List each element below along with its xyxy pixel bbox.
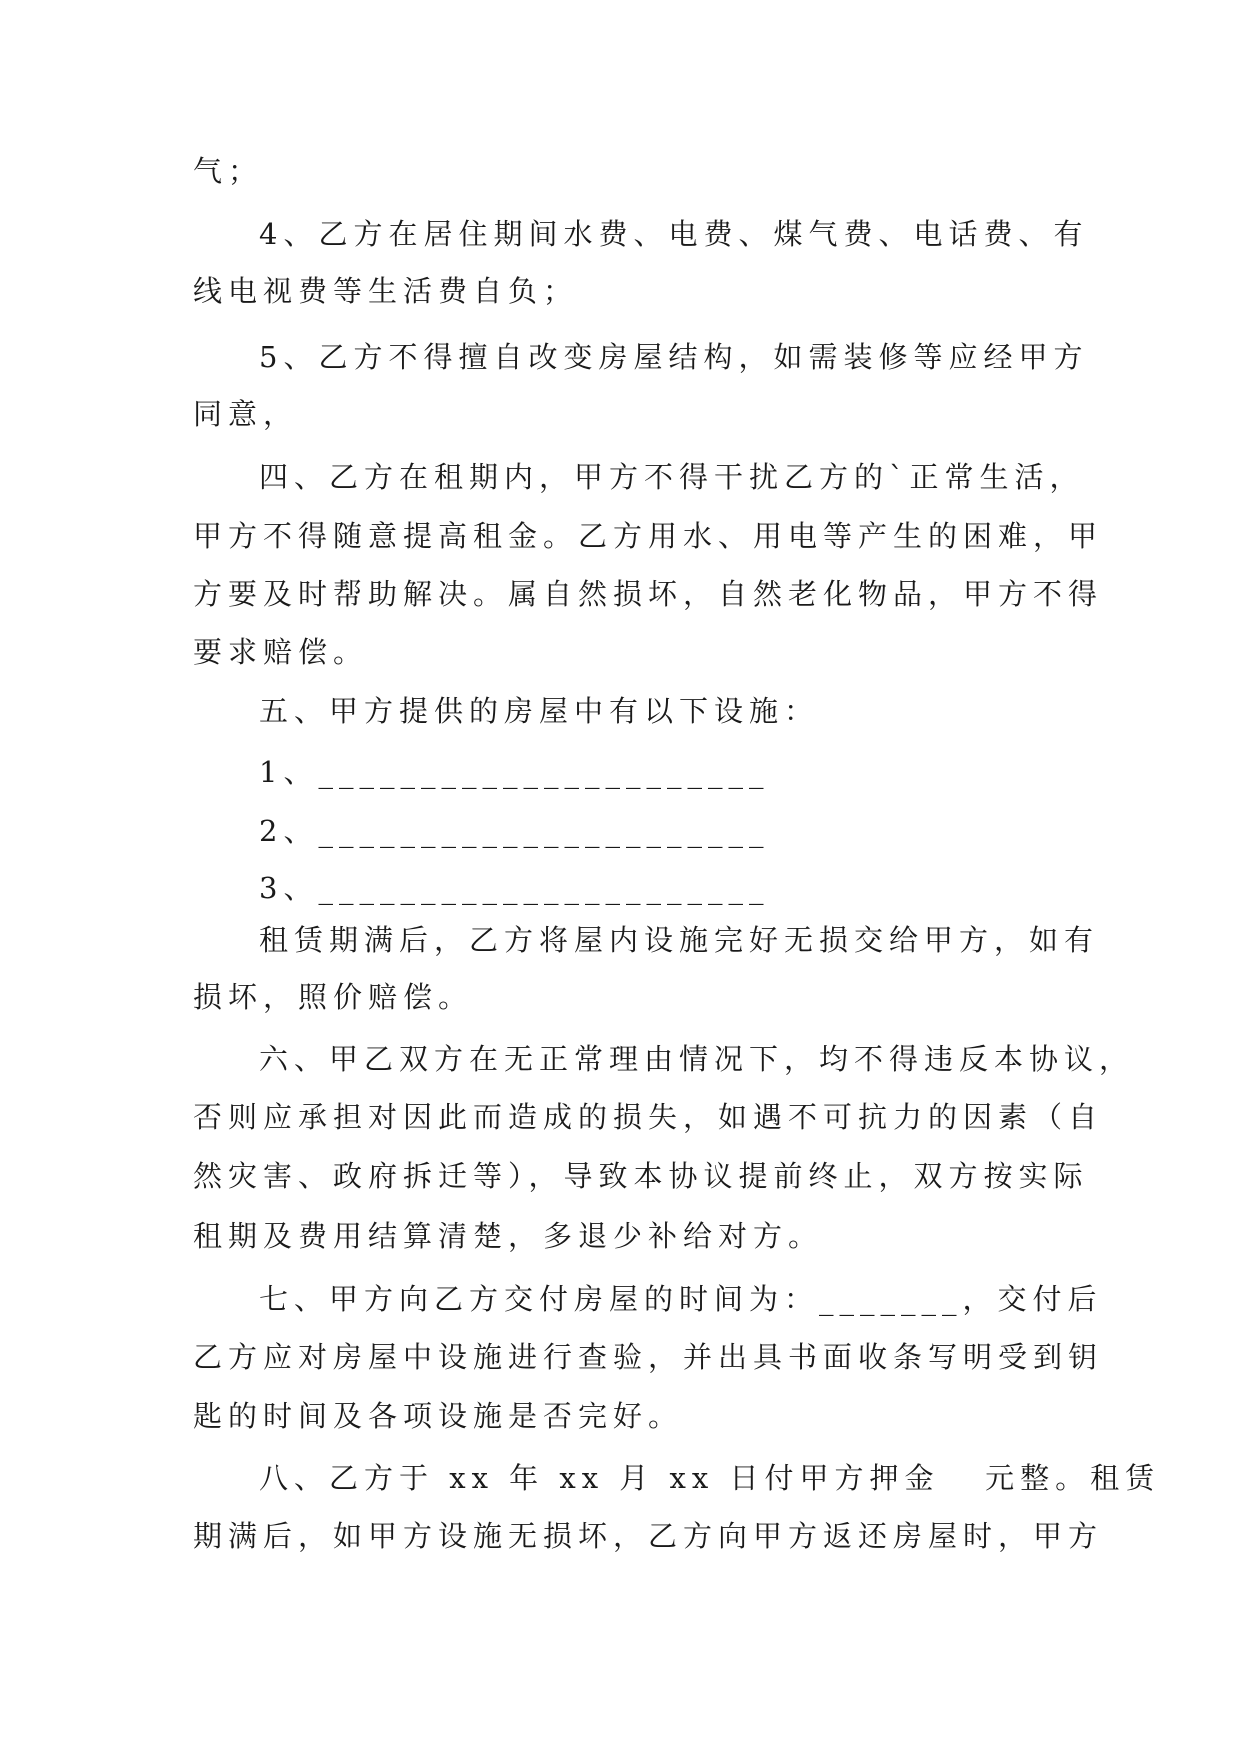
text-line: 八、乙方于 xx 年 xx 月 xx 日付甲方押金 元整。租赁 <box>259 1461 1161 1495</box>
text-line: 租期及费用结算清楚，多退少补给对方。 <box>193 1219 824 1253</box>
text-line: 七、甲方向乙方交付房屋的时间为：_______，交付后 <box>259 1282 1103 1316</box>
blank-item-line: 2、______________________ <box>259 814 770 848</box>
text-line: 线电视费等生活费自负； <box>193 274 579 308</box>
text-line: 六、甲乙双方在无正常理由情况下，均不得违反本协议， <box>259 1042 1135 1076</box>
text-line: 否则应承担对因此而造成的损失，如遇不可抗力的因素（自 <box>193 1100 1104 1134</box>
text-line: 方要及时帮助解决。属自然损坏，自然老化物品，甲方不得 <box>193 577 1104 611</box>
text-line: 甲方不得随意提高租金。乙方用水、用电等产生的困难，甲 <box>193 519 1104 553</box>
text-line: 匙的时间及各项设施是否完好。 <box>193 1399 684 1433</box>
text-line: 期满后，如甲方设施无损坏，乙方向甲方返还房屋时，甲方 <box>193 1519 1104 1553</box>
blank-item-line: 3、______________________ <box>259 871 770 905</box>
text-line: 损坏，照价赔偿。 <box>193 980 474 1014</box>
text-line: 租赁期满后，乙方将屋内设施完好无损交给甲方，如有 <box>259 923 1100 957</box>
text-line: 乙方应对房屋中设施进行查验，并出具书面收条写明受到钥 <box>193 1340 1104 1374</box>
text-line: 5、乙方不得擅自改变房屋结构，如需装修等应经甲方 <box>259 340 1089 374</box>
text-line: 要求赔偿。 <box>193 635 369 669</box>
text-line: 气； <box>193 154 264 188</box>
blank-item-line: 1、______________________ <box>259 755 770 789</box>
text-line: 然灾害、政府拆迁等），导致本协议提前终止，双方按实际 <box>193 1159 1089 1193</box>
text-line: 五、甲方提供的房屋中有以下设施： <box>259 694 820 728</box>
text-line: 4、乙方在居住期间水费、电费、煤气费、电话费、有 <box>259 217 1089 251</box>
text-line: 四、乙方在租期内，甲方不得干扰乙方的`正常生活， <box>259 460 1085 494</box>
text-line: 同意， <box>193 397 299 431</box>
